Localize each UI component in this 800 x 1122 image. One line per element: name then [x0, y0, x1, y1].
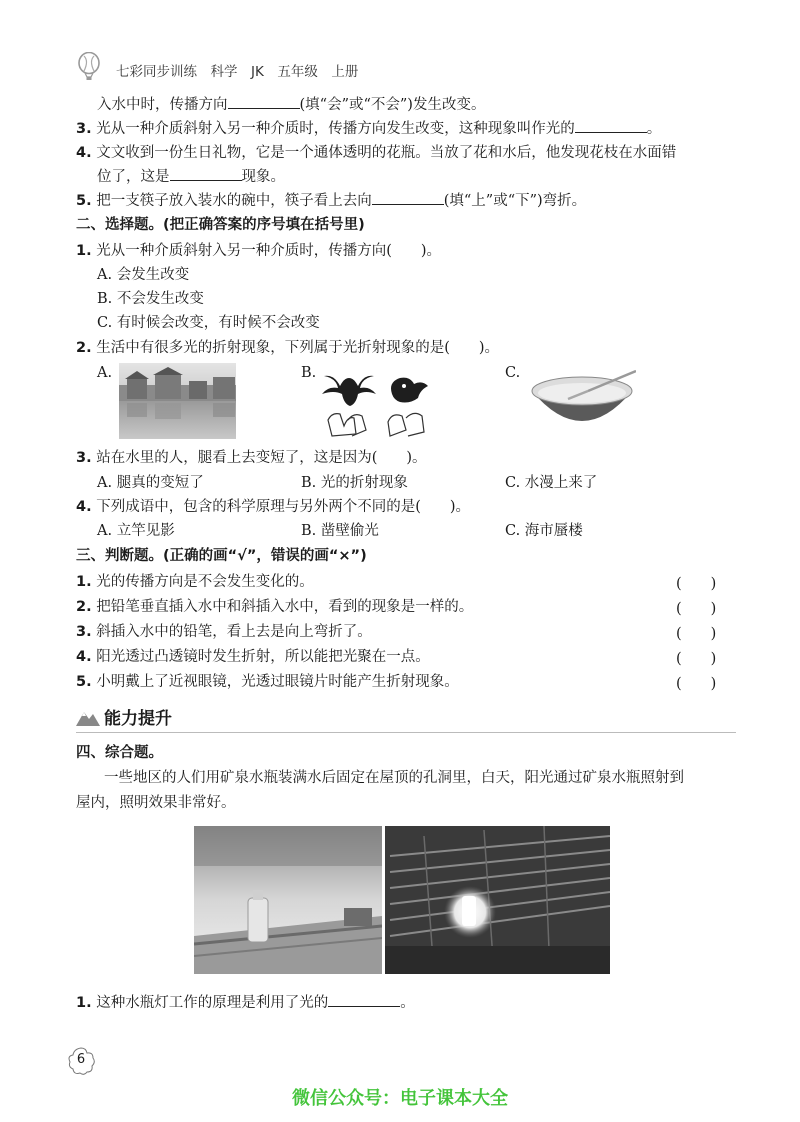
question-number: 4.: [76, 649, 92, 665]
bottle-lamp-photo: [194, 826, 610, 974]
choice-q1-text: 光从一种介质斜射入另一种介质时，传播方向( )。: [96, 243, 442, 259]
comprehensive-section-title: 四、综合题。: [76, 745, 163, 761]
choice-q3-option-c: C. 水漫上来了: [505, 475, 598, 491]
answer-blank[interactable]: [328, 992, 400, 1007]
answer-parentheses[interactable]: ( ): [676, 576, 717, 592]
question-number: 3.: [76, 624, 92, 640]
judge-item-5: [76, 672, 459, 692]
page-number-text: 6: [76, 1052, 86, 1067]
choice-q1-option-b: B. 不会发生改变: [97, 291, 204, 307]
judge-item-text: 把铅笔垂直插入水中和斜插入水中，看到的现象是一样的。: [96, 599, 474, 615]
page-number: [66, 1046, 96, 1076]
question-number: 5.: [76, 193, 92, 209]
fill-q2-end: (填“会”或“不会”)发生改变。: [299, 97, 486, 113]
question-number: 4.: [76, 145, 92, 161]
ability-title: 能力提升: [104, 709, 172, 729]
choice-q1-option-c: C. 有时候会改变，有时候不会改变: [97, 315, 320, 331]
choice-q1-option-a: A. 会发生改变: [97, 267, 190, 283]
question-number: 4.: [76, 499, 92, 515]
choice-q3-option-b: B. 光的折射现象: [301, 475, 408, 491]
judge-item-text: 阳光透过凸透镜时发生折射，所以能把光聚在一点。: [96, 649, 430, 665]
judge-section-title: 三、判断题。(正确的画“√”，错误的画“×”): [76, 548, 367, 564]
fill-q2-continuation: [97, 94, 485, 115]
answer-blank[interactable]: [170, 166, 242, 181]
judge-item-3: [76, 622, 372, 642]
section-divider: [76, 732, 736, 733]
choice-q4: [76, 497, 470, 517]
choice-q2-text: 生活中有很多光的折射现象，下列属于光折射现象的是( )。: [96, 340, 500, 356]
fill-q5-text: 把一支筷子放入装水的碗中，筷子看上去向: [96, 193, 372, 209]
answer-blank[interactable]: [372, 190, 444, 205]
judge-item-text: 光的传播方向是不会发生变化的。: [96, 574, 314, 590]
choice-q2: [76, 338, 499, 358]
judge-item-2: [76, 597, 473, 617]
fill-q4-text2: 位了，这是: [97, 169, 170, 185]
answer-blank[interactable]: [575, 118, 647, 133]
fill-q4: [76, 143, 676, 163]
comprehensive-q1: [76, 992, 415, 1013]
fill-q4-line2: [97, 166, 285, 187]
fill-q2-text: 入水中时，传播方向: [97, 97, 228, 113]
mountain-icon: [76, 706, 100, 726]
intro-paragraph-line2: 屋内，照明效果非常好。: [76, 795, 236, 811]
judge-item-1: [76, 572, 314, 592]
fill-q4-end: 现象。: [241, 169, 285, 185]
answer-blank[interactable]: [228, 94, 300, 109]
question-number: 5.: [76, 674, 92, 690]
choice-q4-option-c: C. 海市蜃楼: [505, 523, 583, 539]
choice-q4-option-b: B. 凿壁偷光: [301, 523, 379, 539]
choice-q1: [76, 241, 441, 261]
hand-shadow-image: [318, 364, 438, 444]
question-number: 2.: [76, 340, 92, 356]
question-number: 1.: [76, 995, 92, 1011]
choice-section-title: 二、选择题。(把正确答案的序号填在括号里): [76, 217, 365, 233]
fill-q5: [76, 190, 586, 211]
comprehensive-q1-text: 这种水瓶灯工作的原理是利用了光的: [96, 995, 329, 1011]
comprehensive-q1-end: 。: [400, 995, 415, 1011]
fill-q3-end: 。: [646, 121, 662, 137]
fill-q4-text: 文文收到一份生日礼物，它是一个通体透明的花瓶。当放了花和水后，他发现花枝在水面错: [96, 145, 677, 161]
intro-paragraph-line1: 一些地区的人们用矿泉水瓶装满水后固定在屋顶的孔洞里，白天，阳光通过矿泉水瓶照射到: [104, 770, 684, 786]
page-header: [76, 52, 736, 84]
answer-parentheses[interactable]: ( ): [676, 626, 717, 642]
question-number: 3.: [76, 121, 92, 137]
choice-q3-text: 站在水里的人，腿看上去变短了，这是因为( )。: [96, 450, 427, 466]
judge-item-text: 小明戴上了近视眼镜，光透过眼镜片时能产生折射现象。: [96, 674, 459, 690]
answer-parentheses[interactable]: ( ): [676, 601, 717, 617]
water-reflection-image: [119, 363, 236, 439]
choice-q3: [76, 448, 427, 468]
fill-q5-end: (填“上”或“下”)弯折。: [443, 193, 587, 209]
ability-section-header: [76, 704, 736, 730]
choice-q4-option-a: A. 立竿见影: [97, 523, 175, 539]
bowl-chopstick-image: [528, 365, 636, 441]
question-number: 2.: [76, 599, 92, 615]
choice-q2-label-c: C.: [505, 365, 521, 381]
choice-q3-option-a: A. 腿真的变短了: [97, 475, 204, 491]
fill-q3-text: 光从一种介质斜射入另一种介质时，传播方向发生改变，这种现象叫作光的: [96, 121, 575, 137]
choice-q2-label-b: B.: [301, 365, 317, 381]
judge-item-4: [76, 647, 430, 667]
answer-parentheses[interactable]: ( ): [676, 651, 717, 667]
question-number: 3.: [76, 450, 92, 466]
judge-item-text: 斜插入水中的铅笔，看上去是向上弯折了。: [96, 624, 372, 640]
choice-q4-text: 下列成语中，包含的科学原理与另外两个不同的是( )。: [96, 499, 471, 515]
fill-q3: [76, 118, 661, 139]
question-number: 1.: [76, 574, 92, 590]
choice-q2-label-a: A.: [97, 365, 113, 381]
header-text: 七彩同步训练 科学 JK 五年级 上册: [116, 64, 359, 80]
answer-parentheses[interactable]: ( ): [676, 676, 717, 692]
footer-watermark: 微信公众号：电子课本大全: [292, 1088, 508, 1109]
balloon-logo-icon: [76, 52, 102, 82]
question-number: 1.: [76, 243, 92, 259]
